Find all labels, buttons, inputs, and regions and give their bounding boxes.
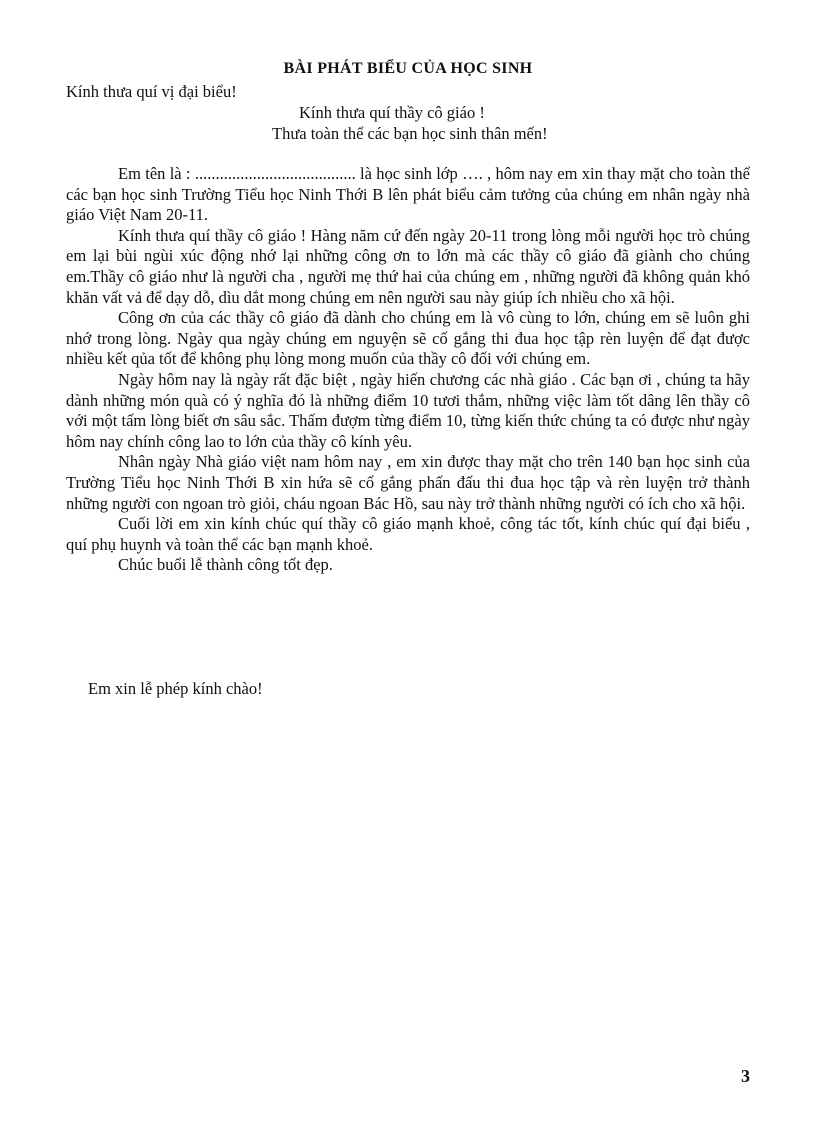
paragraph-wishes: Cuối lời em xin kính chúc quí thầy cô giáo mạnh khoẻ, công tác tốt, kính chúc quí đại biểu , quí phụ huynh và toàn thể các bạn mạnh khoẻ.	[66, 514, 750, 554]
paragraph-promise: Nhân ngày Nhà giáo việt nam hôm nay , em xin được thay mặt cho trên 140 bạn học sinh của Trường Tiểu học Ninh Thới B xin hứa sẽ cố gắng phấn đấu thi đua học tập và rèn luyện trở thành những người con ngoan trò giỏi, cháu ngoan Bác Hồ, sau này trở thành những người có ích cho xã hội.	[66, 452, 750, 513]
salutation-students: Thưa toàn thể các bạn học sinh thân mến!	[272, 124, 548, 143]
document-title: BÀI PHÁT BIỂU CỦA HỌC SINH	[283, 60, 533, 77]
paragraph-introduction: Em tên là : ....................................... là học sinh lớp …. , hôm nay em xin thay mặt cho toàn thể các bạn học sinh Trường Tiểu học Ninh Thới B lên phát biểu cảm tưởng của chúng em nhân ngày nhà giáo Việt Nam 20-11.	[66, 164, 750, 225]
paragraph-commitment: Công ơn của các thầy cô giáo đã dành cho chúng em là vô cùng to lớn, chúng em sẽ luôn ghi nhớ trong lòng. Ngày qua ngày chúng em nguyện sẽ cố gắng thi đua học tập rèn luyện để đạt được nhiều kết qủa tốt để không phụ lòng mong muốn của thầy cô đối với chúng em.	[66, 308, 750, 369]
paragraph-ceremony-wish: Chúc buổi lễ thành công tốt đẹp.	[118, 555, 333, 575]
paragraph-gratitude: Kính thưa quí thầy cô giáo ! Hàng năm cứ đến ngày 20-11 trong lòng mỗi người học trò chúng em lại bùi ngùi xúc động nhớ lại những công ơn to lớn mà các thầy cô giáo đã giành cho chúng em.Thầy cô giáo như là người cha , người mẹ thứ hai của chúng em , những người đã không quản khó khăn vất vả để dạy dỗ, dìu dắt mong chúng em nên người sau này giúp ích nhiều cho xã hội.	[66, 225, 750, 307]
speech-body	[66, 164, 750, 576]
closing-line: Em xin lễ phép kính chào!	[88, 679, 263, 698]
paragraph-celebration: Ngày hôm nay là ngày rất đặc biệt , ngày hiến chương các nhà giáo . Các bạn ơi , chúng ta hãy dành những món quà có ý nghĩa đó là những điểm 10 tươi thắm, những việc làm tốt dâng lên thầy cô với một tấm lòng biết ơn sâu sắc. Thấm đượm từng điểm 10, từng kiến thức chúng ta có được như ngày hôm nay chính công lao to lớn của thầy cô kính yêu.	[66, 369, 750, 451]
page-number: 3	[741, 1066, 750, 1086]
salutation-guests: Kính thưa quí vị đại biểu!	[66, 82, 237, 101]
salutation-teachers: Kính thưa quí thầy cô giáo !	[299, 103, 485, 122]
